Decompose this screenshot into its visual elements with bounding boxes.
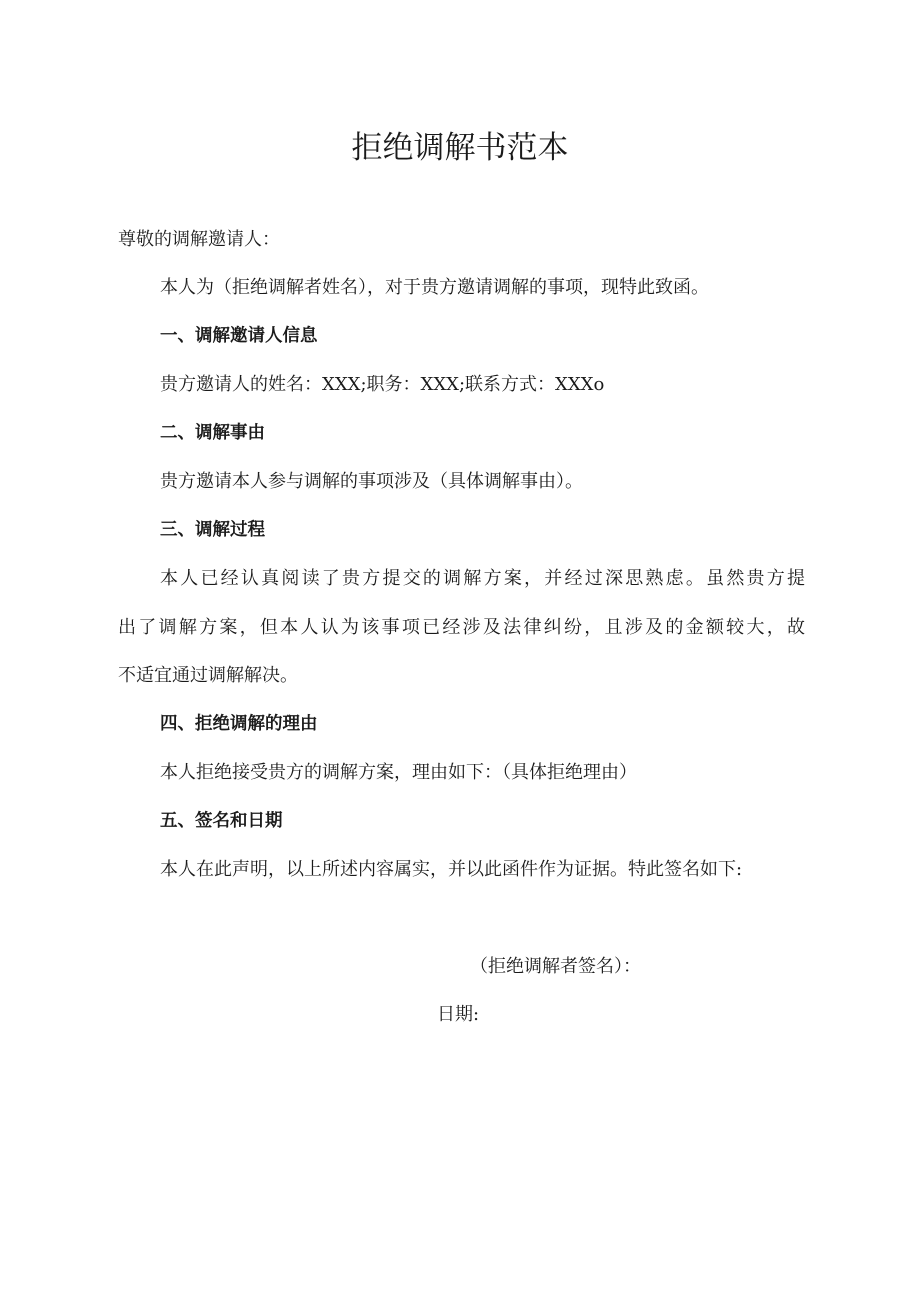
- section-3-body-line-1: 本人已经认真阅读了贵方提交的调解方案，并经过深思熟虑。虽然贵方提: [160, 568, 805, 589]
- section-3-body-line-2: 出了调解方案，但本人认为该事项已经涉及法律纠纷，且涉及的金额较大，故: [118, 617, 805, 638]
- date-label: 日期:: [437, 1004, 480, 1025]
- section-2-heading: 二、调解事由: [160, 423, 265, 443]
- section-3-heading: 三、调解过程: [160, 520, 265, 540]
- section-1-heading: 一、调解邀请人信息: [160, 326, 318, 346]
- section-4-body: 本人拒绝接受贵方的调解方案，理由如下：（具体拒绝理由）: [160, 762, 637, 783]
- section-1-body: 贵方邀请人的姓名：XXX;职务：XXX;联系方式：XXXo: [160, 374, 605, 395]
- section-5-heading: 五、签名和日期: [160, 811, 283, 831]
- intro-paragraph: 本人为（拒绝调解者姓名），对于贵方邀请调解的事项，现特此致函。: [160, 277, 709, 298]
- section-4-heading: 四、拒绝调解的理由: [160, 714, 318, 734]
- section-2-body: 贵方邀请本人参与调解的事项涉及（具体调解事由）。: [160, 471, 583, 492]
- signature-label: （拒绝调解者签名）：: [470, 956, 641, 977]
- section-3-body-line-3: 不适宜通过调解解决。: [118, 665, 298, 686]
- document-title: 拒绝调解书范本: [351, 130, 569, 166]
- salutation: 尊敬的调解邀请人：: [118, 229, 280, 250]
- section-5-body: 本人在此声明，以上所述内容属实，并以此函件作为证据。特此签名如下:: [160, 859, 743, 880]
